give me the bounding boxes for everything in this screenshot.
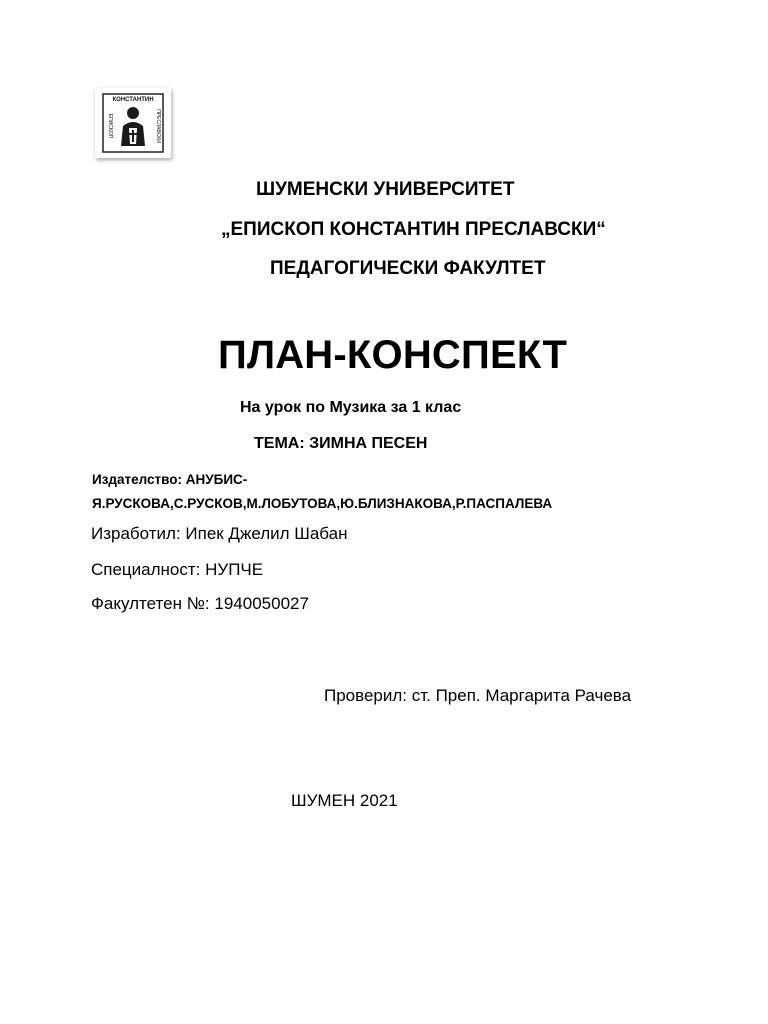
svg-text:КОНСТАНТИН: КОНСТАНТИН <box>112 97 154 103</box>
university-patron-name: „ЕПИСКОП КОНСТАНТИН ПРЕСЛАВСКИ“ <box>221 219 606 240</box>
seal-graphic <box>95 88 171 158</box>
svg-text:ЕПИСКОП: ЕПИСКОП <box>107 113 113 139</box>
faculty-name: ПЕДАГОГИЧЕСКИ ФАКУЛТЕТ <box>270 258 546 279</box>
publisher-info <box>92 468 692 516</box>
university-name: ШУМЕНСКИ УНИВЕРСИТЕТ <box>256 179 515 200</box>
publisher-label: Издателство: АНУБИС- <box>92 472 248 487</box>
city-year: ШУМЕН 2021 <box>291 791 398 810</box>
lesson-topic: ТЕМА: ЗИМНА ПЕСЕН <box>254 435 428 452</box>
faculty-number: Факултетен №: 1940050027 <box>91 594 309 613</box>
prepared-by: Изработил: Ипек Джелил Шабан <box>91 524 348 543</box>
svg-text:ПРЕСЛАВСКИ: ПРЕСЛАВСКИ <box>155 109 161 143</box>
specialty: Специалност: НУПЧЕ <box>91 560 264 579</box>
publisher-authors: Я.РУСКОВА,С.РУСКОВ,М.ЛОБУТОВА,Ю.БЛИЗНАКОВА,Р.ПАСПАЛЕВА <box>92 496 553 511</box>
checked-by: Проверил: ст. Преп. Маргарита Рачева <box>324 686 632 705</box>
document-title: ПЛАН-КОНСПЕКТ <box>218 333 568 377</box>
lesson-subtitle: На урок по Музика за 1 клас <box>240 399 462 416</box>
university-logo-seal <box>95 88 171 158</box>
